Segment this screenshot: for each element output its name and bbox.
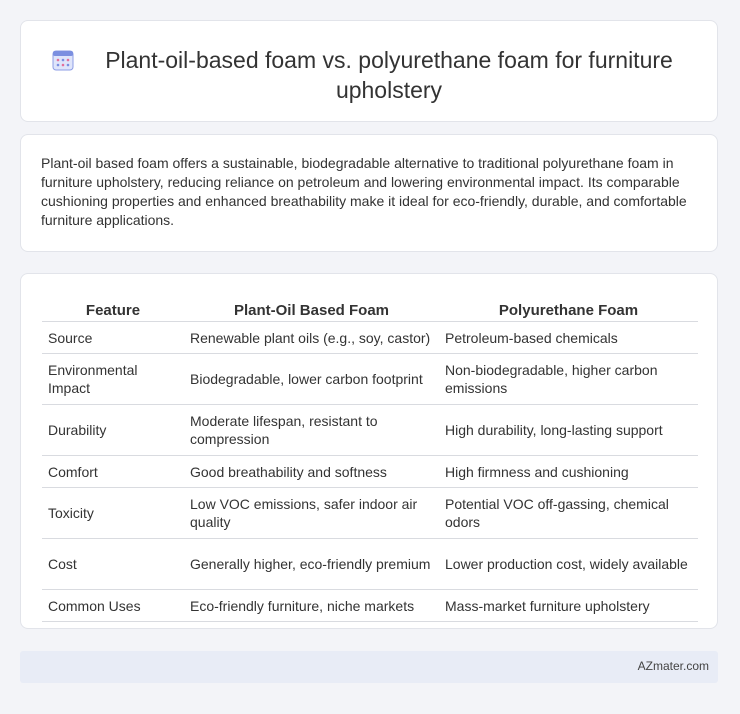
header-plant-oil-foam: Plant-Oil Based Foam [184,295,439,322]
table-cell: High firmness and cushioning [439,456,698,488]
header-polyurethane-foam: Polyurethane Foam [439,295,698,322]
table-header-row [42,295,698,322]
table-cell: Biodegradable, lower carbon footprint [184,354,439,405]
calendar-icon [52,49,74,71]
table-row [42,456,698,488]
title-card [20,20,718,122]
table-cell: Moderate lifespan, resistant to compression [184,405,439,456]
header-feature: Feature [42,295,184,322]
table-row [42,590,698,622]
table-row [42,322,698,354]
table-cell: Source [42,322,184,354]
table-cell: Low VOC emissions, safer indoor air quality [184,488,439,539]
table-cell: Renewable plant oils (e.g., soy, castor) [184,322,439,354]
table-cell: High durability, long-lasting support [439,405,698,456]
comparison-table [42,295,698,622]
title-wrap [21,45,717,105]
description-card [20,134,718,252]
table-cell: Lower production cost, widely available [439,539,698,590]
description-text: Plant-oil based foam offers a sustainable, biodegradable alternative to traditional polyurethane foam in furniture upholstery, reducing reliance on petroleum and lowering environmental impact. Its comparable cushioning properties and enhanced breathability make it ideal for eco-friendly, durable, and comfortable furniture applications. [41,155,687,228]
comparison-card [20,273,718,629]
table-cell: Environmental Impact [42,354,184,405]
table-cell: Generally higher, eco-friendly premium [184,539,439,590]
table-cell: Petroleum-based chemicals [439,322,698,354]
table-cell: Eco-friendly furniture, niche markets [184,590,439,622]
table-row [42,488,698,539]
table-cell: Good breathability and softness [184,456,439,488]
table-cell: Non-biodegradable, higher carbon emissions [439,354,698,405]
table-cell: Potential VOC off-gassing, chemical odors [439,488,698,539]
table-row [42,405,698,456]
table-cell: Mass-market furniture upholstery [439,590,698,622]
table-cell: Comfort [42,456,184,488]
table-row [42,539,698,590]
footer-brand[interactable]: AZmater.com [637,659,709,673]
table-cell: Toxicity [42,488,184,539]
table-cell: Durability [42,405,184,456]
page-title: Plant-oil-based foam vs. polyurethane foam for furniture upholstery [105,47,673,103]
footer-bar [20,651,718,683]
table-cell: Common Uses [42,590,184,622]
table-row [42,354,698,405]
table-cell: Cost [42,539,184,590]
